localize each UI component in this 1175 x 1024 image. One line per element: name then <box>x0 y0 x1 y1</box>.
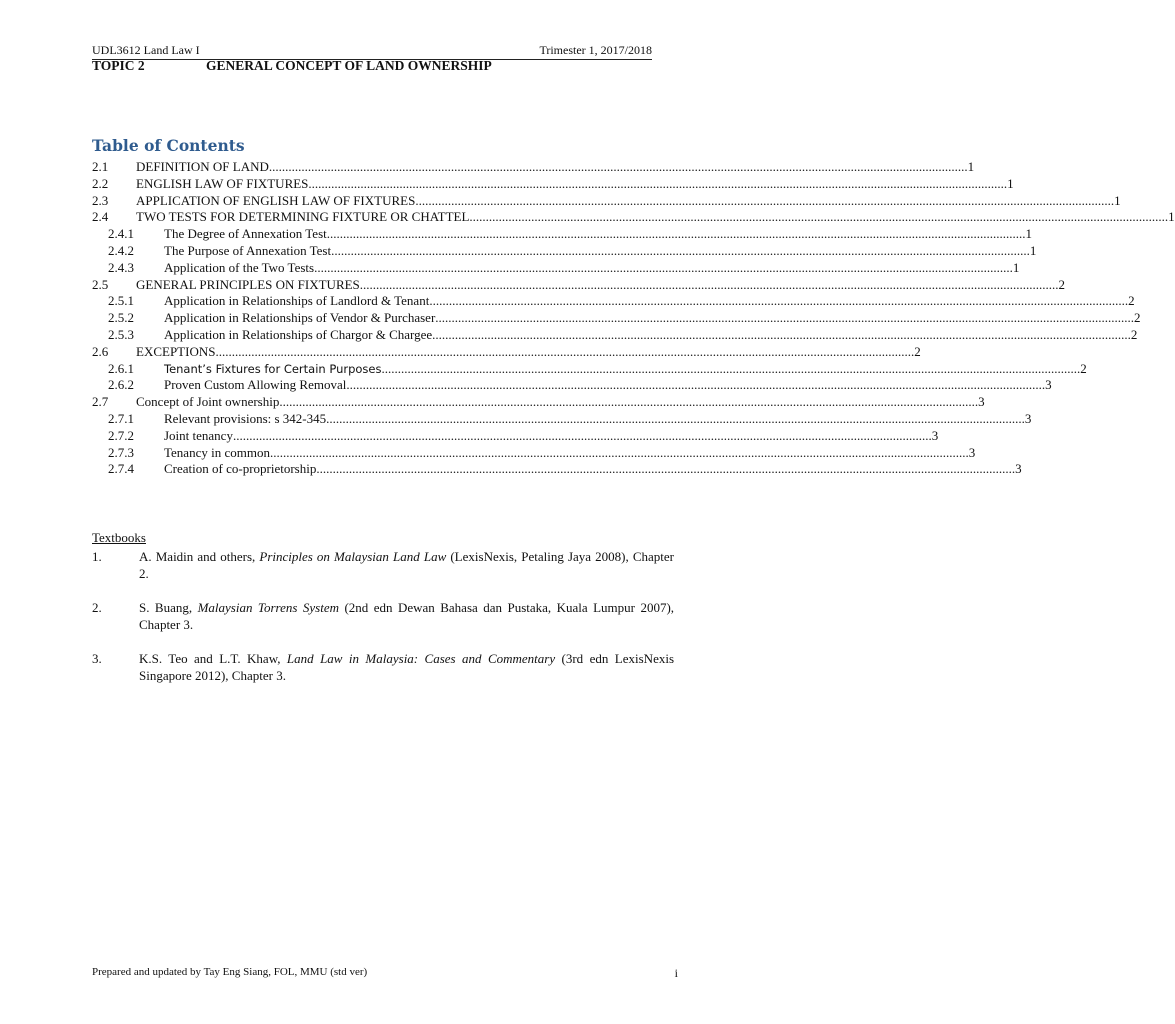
toc-dot-leader <box>415 193 1114 210</box>
toc-entry-title: Application in Relationships of Chargor & Chargee <box>164 326 433 342</box>
textbook-author: S. Buang, <box>139 600 198 615</box>
toc-dot-leader <box>331 243 1030 260</box>
toc-entry-number: 2.4 <box>92 209 109 225</box>
toc-entry-title: Application in Relationships of Landlord & Tenant <box>164 293 430 309</box>
toc-entry[interactable] <box>92 192 1121 210</box>
textbook-publication: (LexisNexis, Petaling Jaya 2008), Chapter 2. <box>139 549 674 581</box>
toc-entry[interactable] <box>92 259 1020 277</box>
toc-entry-number: 2.3 <box>92 192 109 208</box>
toc-entry-number: 2.7 <box>92 394 109 410</box>
textbook-item <box>92 548 674 582</box>
toc-dot-leader <box>429 293 1128 310</box>
toc-entry-number: 2.4.1 <box>108 226 134 242</box>
toc-entry-number: 2.6 <box>92 343 109 359</box>
toc-dot-leader <box>435 310 1134 327</box>
toc-dot-leader <box>269 159 968 176</box>
toc-entry[interactable] <box>92 444 976 462</box>
toc-entry-page: 3 <box>968 444 976 460</box>
toc-entry-page: 2 <box>914 343 921 359</box>
toc-entry[interactable] <box>92 242 1037 260</box>
toc-entry-title: TWO TESTS FOR DETERMINING FIXTURE OR CHATTEL <box>136 209 470 225</box>
toc-entry-page: 1 <box>1007 175 1014 191</box>
toc-entry-page: 3 <box>1015 461 1022 477</box>
textbook-title: Principles on Malaysian Land Law <box>259 549 447 564</box>
toc-entry[interactable] <box>92 293 1135 310</box>
toc-dot-leader <box>233 428 932 445</box>
textbooks-section <box>92 529 674 701</box>
toc-entry-title: The Degree of Annexation Test <box>164 226 327 242</box>
toc-entry-title: Application in Relationships of Vendor & Purchaser <box>164 310 436 326</box>
textbook-number: 3. <box>92 651 102 666</box>
toc-entry[interactable] <box>92 310 1141 327</box>
toc-entry-page: 1 <box>1012 259 1020 275</box>
toc-entry-title: GENERAL PRINCIPLES ON FIXTURES <box>136 276 360 292</box>
page-number: i <box>674 966 678 980</box>
textbook-title: Land Law in Malaysia: Cases and Commentary <box>286 651 556 666</box>
textbook-publication: (3rd edn LexisNexis Singapore 2012), Chapter 3. <box>139 651 675 683</box>
toc-title: Table of Contents <box>92 136 245 155</box>
toc-entry-number: 2.7.1 <box>108 410 134 426</box>
toc-entry-title: Relevant provisions: s 342-345 <box>164 410 327 426</box>
toc-entry-title: DEFINITION OF LAND <box>136 159 269 174</box>
textbook-title: Malaysian Torrens System <box>197 600 339 615</box>
toc-entry[interactable] <box>92 209 1175 226</box>
toc-entry-page: 1 <box>1168 209 1175 225</box>
toc-entry[interactable] <box>92 175 1014 193</box>
toc-entry-number: 2.7.3 <box>108 444 134 460</box>
toc-entry[interactable] <box>92 226 1032 243</box>
toc-entry-page: 1 <box>1114 192 1121 208</box>
toc-entry-page: 2 <box>1130 326 1138 342</box>
toc-dot-leader <box>270 445 969 462</box>
toc-entry-title: ENGLISH LAW OF FIXTURES <box>136 175 309 191</box>
textbook-item <box>92 650 674 684</box>
toc-dot-leader <box>469 209 1168 226</box>
toc-dot-leader <box>346 377 1045 394</box>
toc-entry-title: Tenancy in common <box>164 444 270 460</box>
toc-dot-leader <box>279 394 978 411</box>
toc-entry-page: 1 <box>1029 242 1037 258</box>
toc-entry[interactable] <box>92 461 1022 478</box>
toc-entry-page: 1 <box>1025 226 1032 242</box>
toc-entry[interactable] <box>92 326 1138 344</box>
toc-dot-leader <box>316 461 1015 478</box>
toc-entry-title: Proven Custom Allowing Removal <box>164 377 347 393</box>
toc-entry-number: 2.2 <box>92 175 109 191</box>
textbook-number: 1. <box>92 549 102 564</box>
toc-entry-number: 2.5.2 <box>108 310 134 326</box>
toc-entry-title: Application of the Two Tests <box>164 259 315 275</box>
toc-entry-page: 3 <box>978 394 985 410</box>
toc-dot-leader <box>382 361 1081 378</box>
toc-entry-title: EXCEPTIONS <box>136 343 216 359</box>
toc-entry[interactable] <box>92 343 921 361</box>
table-of-contents <box>92 159 1175 478</box>
toc-dot-leader <box>314 260 1013 277</box>
toc-entry-number: 2.1 <box>92 159 109 174</box>
toc-entry-number: 2.7.2 <box>108 427 134 443</box>
toc-dot-leader <box>308 176 1007 193</box>
toc-entry[interactable] <box>92 410 1032 428</box>
toc-entry-title: Joint tenancy <box>164 427 233 443</box>
course-code: UDL3612 Land Law I <box>92 43 200 57</box>
toc-entry-number: 2.5.1 <box>108 293 134 309</box>
toc-entry-title: Creation of co-proprietorship <box>164 461 317 477</box>
toc-entry-number: 2.6.1 <box>108 360 134 376</box>
toc-entry[interactable] <box>92 394 985 411</box>
textbook-number: 2. <box>92 600 102 615</box>
topic-title: GENERAL CONCEPT OF LAND OWNERSHIP <box>206 58 492 73</box>
toc-entry-title: The Purpose of Annexation Test <box>164 242 332 258</box>
footer <box>92 966 678 978</box>
toc-entry-page: 2 <box>1128 293 1135 309</box>
toc-dot-leader <box>360 277 1059 294</box>
toc-entry-number: 2.6.2 <box>108 377 134 393</box>
toc-entry[interactable] <box>92 427 939 445</box>
toc-entry-title: Tenant’s Fixtures for Certain Purposes <box>164 361 382 376</box>
toc-dot-leader <box>326 411 1025 428</box>
textbook-author: A. Maidin and others, <box>139 549 260 564</box>
toc-dot-leader <box>432 327 1131 344</box>
textbook-publication: (2nd edn Dewan Bahasa dan Pustaka, Kuala Lumpur 2007), Chapter 3. <box>139 600 675 632</box>
topic-number: TOPIC 2 <box>92 58 145 73</box>
textbook-list <box>92 548 674 684</box>
toc-dot-leader <box>215 344 914 361</box>
toc-entry-page: 1 <box>967 159 975 174</box>
textbook-item <box>92 599 674 633</box>
footer-credit: Prepared and updated by Tay Eng Siang, FOL, MMU (std ver) <box>92 966 368 978</box>
toc-entry-number: 2.5.3 <box>108 326 134 342</box>
toc-entry[interactable] <box>92 360 1087 378</box>
textbooks-heading: Textbooks <box>92 530 146 545</box>
trimester: Trimester 1, 2017/2018 <box>539 43 652 57</box>
toc-entry-page: 2 <box>1080 360 1087 376</box>
toc-entry-number: 2.4.3 <box>108 259 134 275</box>
toc-entry[interactable] <box>92 377 1052 394</box>
toc-entry-page: 3 <box>1024 410 1032 426</box>
toc-entry-title: APPLICATION OF ENGLISH LAW OF FIXTURES <box>136 192 416 208</box>
toc-entry-page: 3 <box>1045 377 1052 393</box>
toc-entry-number: 2.5 <box>92 276 109 292</box>
toc-entry[interactable] <box>92 159 975 176</box>
toc-entry-number: 2.4.2 <box>108 242 134 258</box>
toc-entry-page: 2 <box>1134 310 1141 326</box>
toc-entry-page: 2 <box>1058 276 1066 292</box>
toc-dot-leader <box>327 226 1026 243</box>
toc-entry[interactable] <box>92 276 1066 294</box>
toc-entry-title: Concept of Joint ownership <box>136 394 280 410</box>
textbook-author: K.S. Teo and L.T. Khaw, <box>139 651 287 666</box>
toc-entry-number: 2.7.4 <box>108 461 134 477</box>
toc-entry-page: 3 <box>931 427 939 443</box>
